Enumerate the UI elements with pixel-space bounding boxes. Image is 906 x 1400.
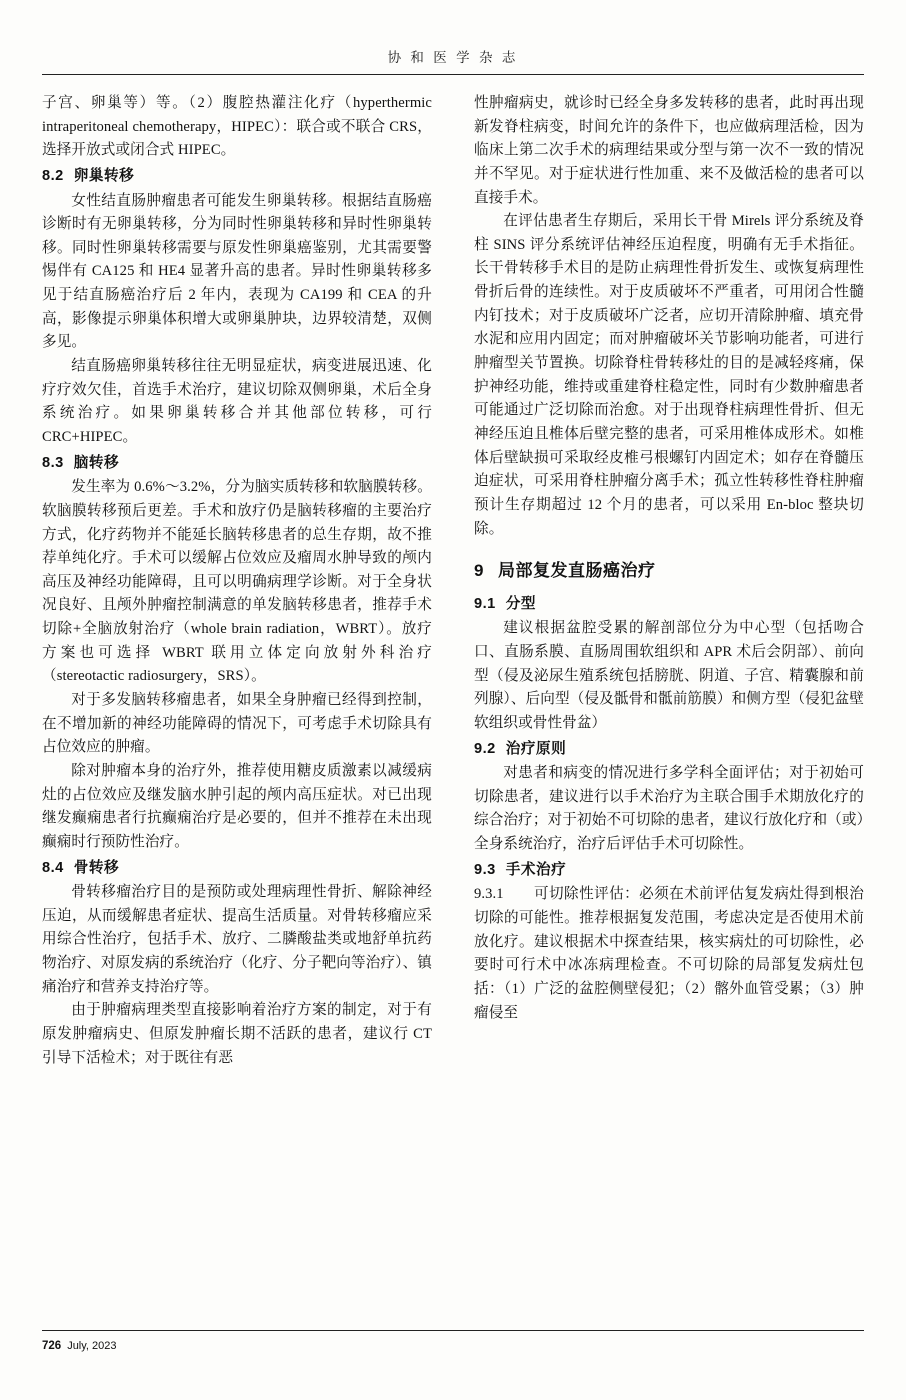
paragraph: 对患者和病变的情况进行多学科全面评估；对于初始可切除患者，建议进行以手术治疗为主联合围手术期放化疗的综合治疗；对于初始不可切除的患者，建议行放化疗和（或）全身系统治疗，治疗后评估手术可切除性。 xyxy=(474,765,864,853)
section-number: 9 xyxy=(474,561,484,581)
paragraph: 结直肠癌卵巢转移往往无明显症状，病变进展迅速、化疗疗效欠佳，首选手术治疗，建议切除双侧卵巢，术后全身系统治疗。如果卵巢转移合并其他部位转移，可行 CRC+HIPEC。 xyxy=(42,358,432,445)
paragraph: 骨转移瘤治疗目的是预防或处理病理性骨折、解除神经压迫，从而缓解患者症状、提高生活质量。对骨转移瘤应采用综合性治疗，包括手术、放疗、二膦酸盐类或地舒单抗药物治疗、对原发病的系统治疗（化疗、分子靶向等治疗）、镇痛治疗和营养支持治疗等。 xyxy=(42,884,432,995)
paragraph: 建议根据盆腔受累的解剖部位分为中心型（包括吻合口、直肠系膜、直肠周围软组织和 APR 术后会阴部）、前向型（侵及泌尿生殖系统包括膀胱、阴道、子宫、精囊腺和前列腺）、后向型（侵及骶骨和骶前筋膜）和侧方型（侵犯盆壁软组织或骨性骨盆） xyxy=(474,620,864,731)
section-heading-9 xyxy=(474,557,864,585)
footer-rule xyxy=(42,1330,864,1331)
section-title: 治疗原则 xyxy=(505,740,567,757)
paragraph: 发生率为 0.6%～3.2%，分为脑实质转移和软脑膜转移。软脑膜转移预后更差。手术和放疗仍是脑转移瘤的主要治疗方式，化疗药物并不能延长脑转移患者的总生存期，故不推荐单纯化疗。手术可以缓解占位效应及瘤周水肿导致的颅内高压及神经功能障碍，且可以明确病理学诊断。对于全身状况良好、且颅外肿瘤控制满意的单发脑转移患者，推荐手术切除+全脑放射治疗（whole brain radiation，WBRT）。放疗方案也可选择 WBRT 联用立体定向放射外科治疗（stereotactic radiosurgery，SRS）。 xyxy=(42,479,432,685)
section-heading-8-2 xyxy=(42,165,432,189)
paragraph: 由于肿瘤病理类型直接影响着治疗方案的制定，对于有原发肿瘤病史、但原发肿瘤长期不活跃的患者，建议行 CT 引导下活检术；对于既往有恶 xyxy=(42,1002,432,1066)
section-title: 脑转移 xyxy=(73,454,120,471)
page-number: 726 xyxy=(42,1340,62,1352)
paragraph: 女性结直肠肿瘤患者可能发生卵巢转移。根据结直肠癌诊断时有无卵巢转移，分为同时性卵巢转移和异时性卵巢转移。同时性卵巢转移需要与原发性卵巢癌鉴别，尤其需要警惕伴有 CA125 和 HE4 显著升高的患者。异时性卵巢转移多见于结直肠癌治疗后 2 年内，表现为 CA199 和 CEA 的升高，影像提示卵巢体积增大或卵巢肿块，边界较清楚，双侧多见。 xyxy=(42,192,432,351)
section-number: 8.4 xyxy=(42,859,64,876)
section-heading-9-1 xyxy=(474,593,864,617)
issue-date: July, 2023 xyxy=(67,1340,117,1352)
page-footer xyxy=(42,1340,117,1352)
section-heading-8-4 xyxy=(42,857,432,881)
section-title: 手术治疗 xyxy=(505,861,567,878)
left-column xyxy=(42,92,432,1320)
section-number: 9.3 xyxy=(474,861,496,878)
section-title: 分型 xyxy=(505,595,536,612)
section-number: 8.3 xyxy=(42,454,64,471)
section-heading-8-3 xyxy=(42,452,432,476)
section-title: 局部复发直肠癌治疗 xyxy=(497,561,656,581)
section-title: 骨转移 xyxy=(73,859,120,876)
section-title: 卵巢转移 xyxy=(73,167,135,184)
section-number: 9.2 xyxy=(474,740,496,757)
paragraph: 除对肿瘤本身的治疗外，推荐使用糖皮质激素以减缓病灶的占位效应及继发脑水肿引起的颅内高压症状。对已出现继发癫痫患者行抗癫痫治疗是必要的，但并不推荐在未出现癫痫时行预防性治疗。 xyxy=(42,762,432,850)
paragraph: 在评估患者生存期后，采用长干骨 Mirels 评分系统及脊柱 SINS 评分系统评估神经压迫程度，明确有无手术指征。长干骨转移手术目的是防止病理性骨折发生、或恢复病理性骨折后骨的连续性。对于皮质破坏不严重者，可用闭合性髓内钉技术；对于皮质破坏广泛者，应切开清除肿瘤、填充骨水泥和应用内固定；而对肿瘤破坏关节影响功能者，可进行肿瘤型关节置换。切除脊柱骨转移灶的目的是减轻疼痛，保护神经功能，维持或重建脊柱稳定性，同时有少数肿瘤患者可能通过广泛切除而治愈。对于出现脊柱病理性骨折、但无神经压迫且椎体后壁完整的患者，可采用椎体成形术。如椎体后壁缺损可采取经皮椎弓根螺钉内固定术；如存在脊髓压迫症状，可采用脊柱肿瘤分离手术；孤立性转移性脊柱肿瘤预计生存期超过 12 个月的患者，可以采用 En-bloc 整块切除。 xyxy=(474,213,864,537)
section-number: 8.2 xyxy=(42,167,64,184)
page-header: 协 和 医 学 杂 志 xyxy=(387,50,519,65)
paragraph: 性肿瘤病史，就诊时已经全身多发转移的患者，此时再出现新发脊柱病变，时间允许的条件下，也应做病理活检，因为临床上第二次手术的病理结果或分型与第一次不一致的情况并不罕见。对于症状进行性加重、来不及做活检的患者可以直接手术。 xyxy=(474,95,864,206)
article-columns xyxy=(42,92,864,1320)
right-column xyxy=(474,92,864,1320)
section-number: 9.1 xyxy=(474,595,496,612)
paragraph: 子宫、卵巢等）等。（2）腹腔热灌注化疗（hyperthermic intraperitoneal chemotherapy，HIPEC）：联合或不联合 CRS，选择开放式或闭合式 HIPEC。 xyxy=(42,95,432,159)
section-heading-9-3 xyxy=(474,859,864,883)
header-rule xyxy=(42,74,864,75)
paragraph: 9.3.1 可切除性评估：必须在术前评估复发病灶得到根治切除的可能性。推荐根据复发范围，考虑决定是否使用术前放化疗。建议根据术中探查结果，核实病灶的可切除性，必要时可行术中冰冻病理检查。不可切除的局部复发病灶包括：（1）广泛的盆腔侧壁侵犯；（2）髂外血管受累；（3）肿瘤侵至 xyxy=(474,886,864,1021)
section-heading-9-2 xyxy=(474,738,864,762)
paragraph: 对于多发脑转移瘤患者，如果全身肿瘤已经得到控制，在不增加新的神经功能障碍的情况下，可考虑手术切除具有占位效应的肿瘤。 xyxy=(42,692,432,756)
